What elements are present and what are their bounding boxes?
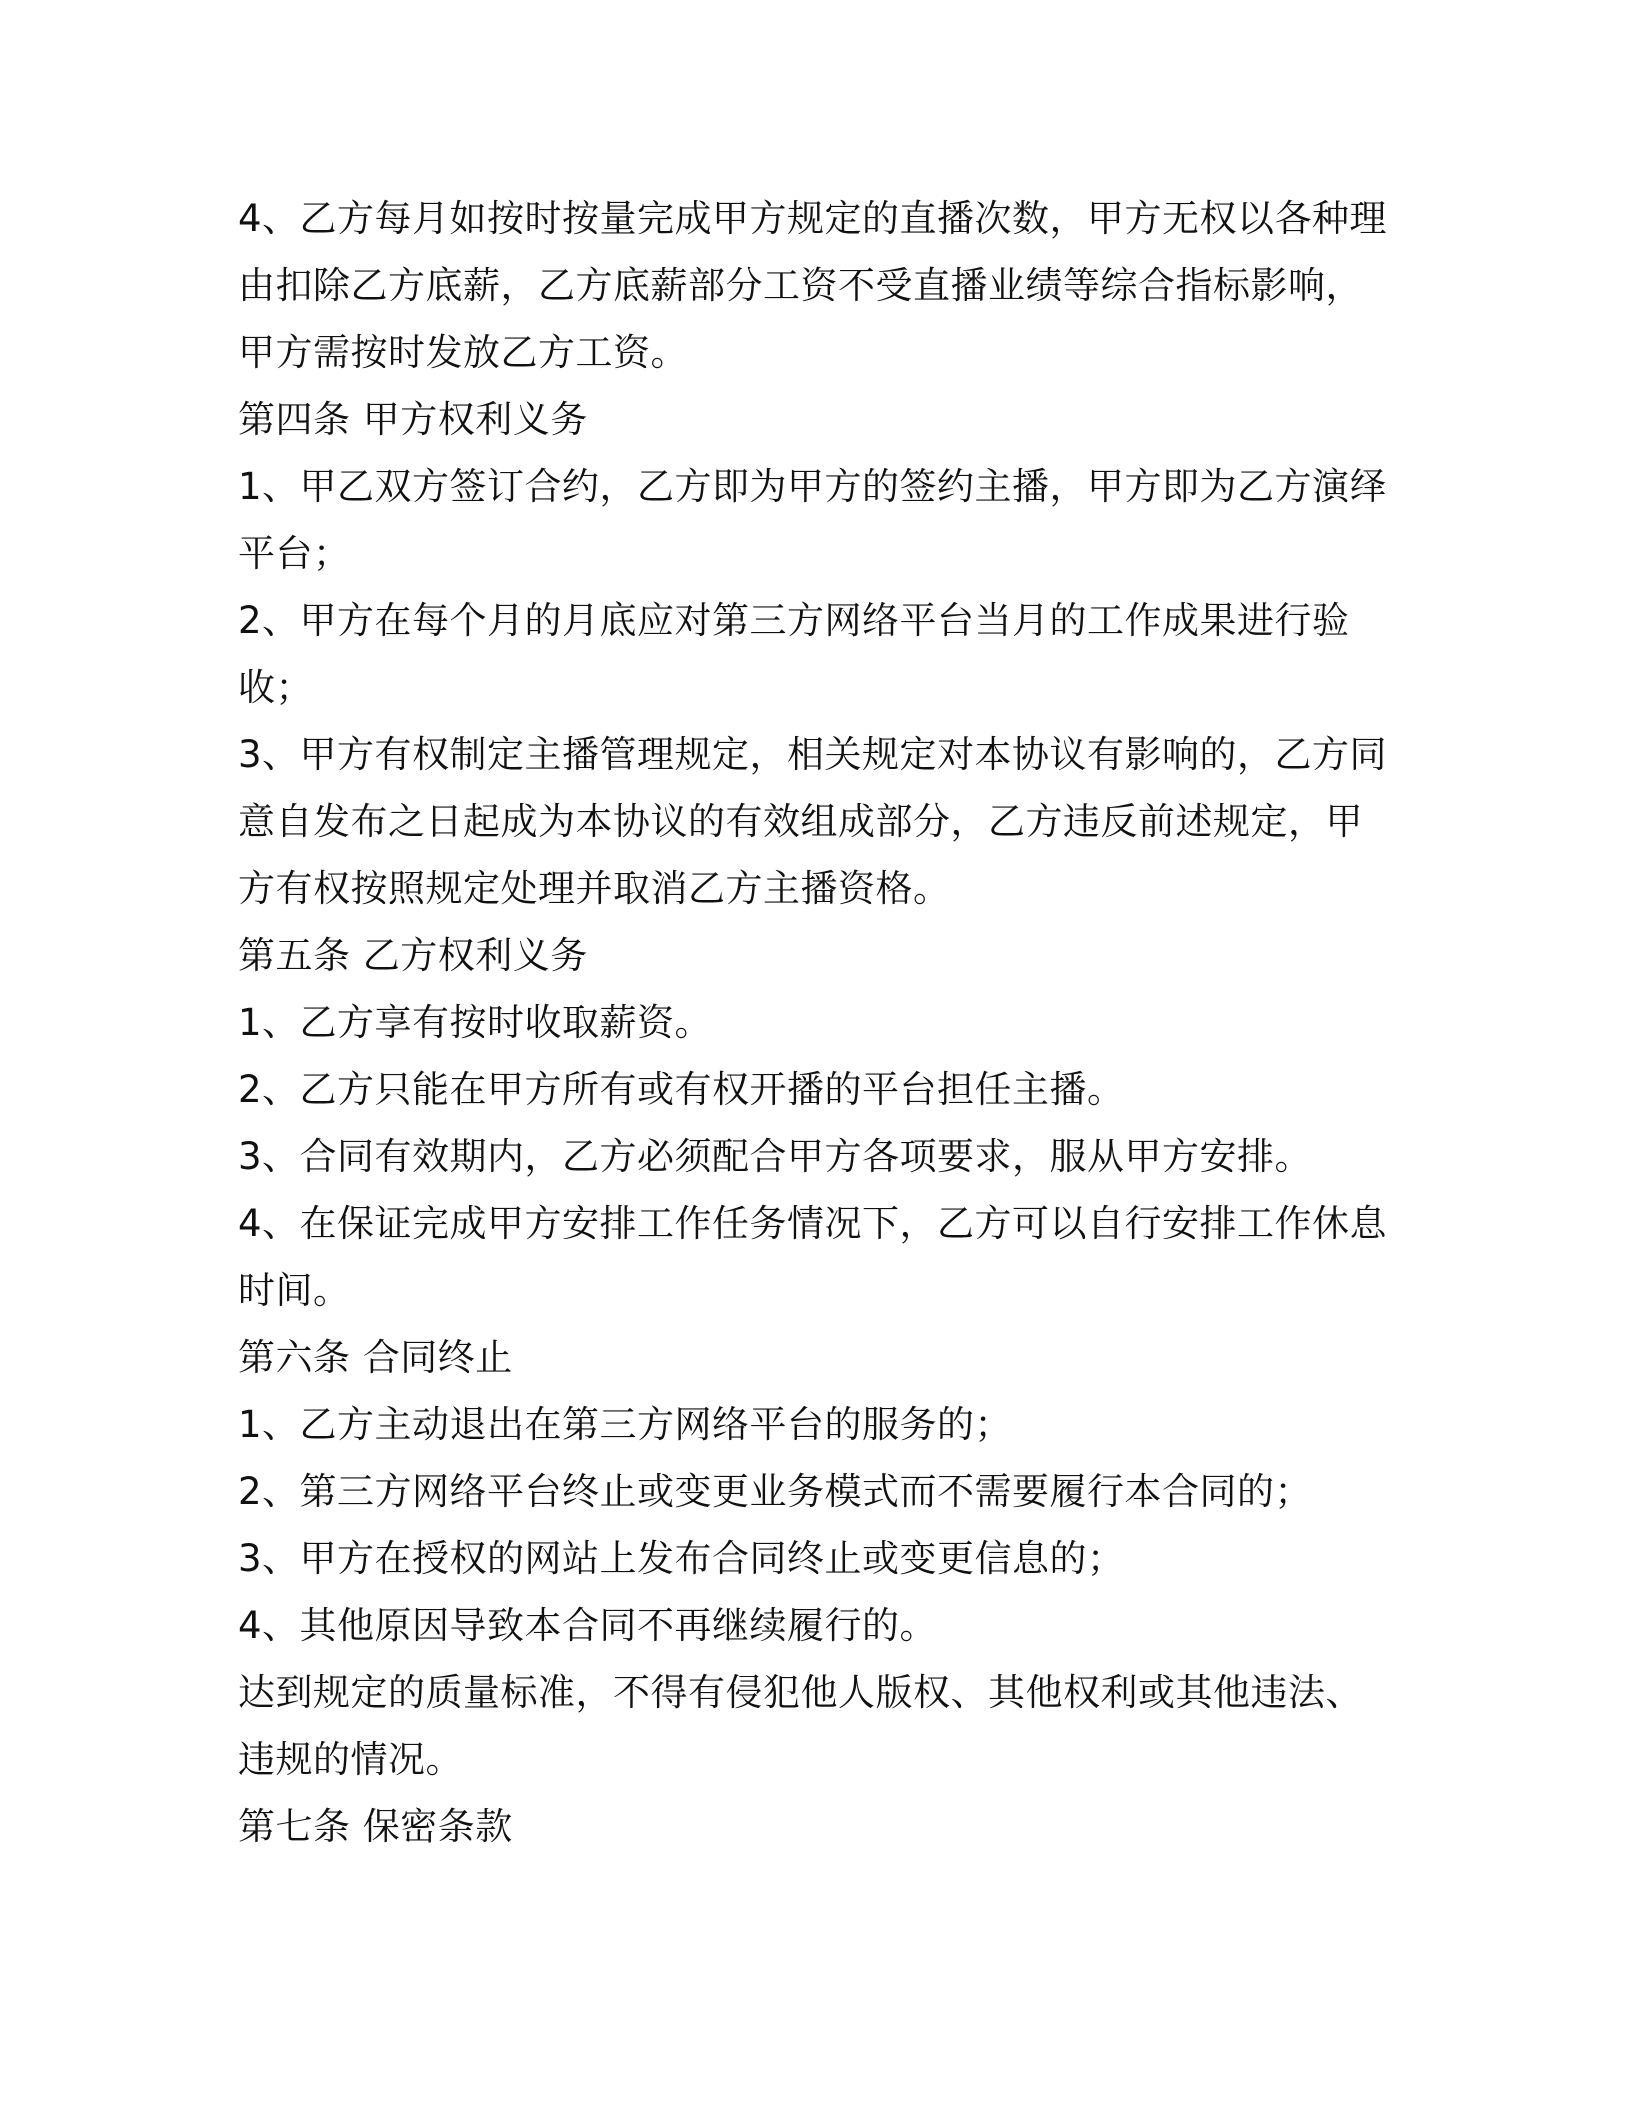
section-heading: 第六条 合同终止 bbox=[238, 1336, 513, 1379]
paragraph-line: 收； bbox=[238, 666, 313, 709]
paragraph-line: 甲方需按时发放乙方工资。 bbox=[238, 331, 688, 374]
paragraph-line: 由扣除乙方底薪，乙方底薪部分工资不受直播业绩等综合指标影响， bbox=[238, 264, 1363, 307]
paragraph-line: 达到规定的质量标准，不得有侵犯他人版权、其他权利或其他违法、 bbox=[238, 1671, 1363, 1714]
paragraph-line: 4、在保证完成甲方安排工作任务情况下，乙方可以自行安排工作休息 bbox=[238, 1202, 1388, 1245]
section-heading: 第七条 保密条款 bbox=[238, 1805, 513, 1848]
paragraph-line: 3、合同有效期内，乙方必须配合甲方各项要求，服从甲方安排。 bbox=[238, 1135, 1313, 1178]
paragraph-line: 2、第三方网络平台终止或变更业务模式而不需要履行本合同的； bbox=[238, 1470, 1313, 1513]
paragraph-line: 1、乙方主动退出在第三方网络平台的服务的； bbox=[238, 1403, 1013, 1446]
paragraph-line: 2、乙方只能在甲方所有或有权开播的平台担任主播。 bbox=[238, 1068, 1125, 1111]
document-body bbox=[238, 185, 1398, 1860]
paragraph-line: 时间。 bbox=[238, 1269, 351, 1312]
section-heading: 第五条 乙方权利义务 bbox=[238, 934, 588, 977]
paragraph-line: 4、乙方每月如按时按量完成甲方规定的直播次数，甲方无权以各种理 bbox=[238, 197, 1388, 240]
paragraph-line: 2、甲方在每个月的月底应对第三方网络平台当月的工作成果进行验 bbox=[238, 599, 1350, 642]
paragraph-line: 3、甲方在授权的网站上发布合同终止或变更信息的； bbox=[238, 1537, 1125, 1580]
paragraph-line: 平台； bbox=[238, 532, 351, 575]
paragraph-line: 1、甲乙双方签订合约，乙方即为甲方的签约主播，甲方即为乙方演绎 bbox=[238, 465, 1388, 508]
paragraph-line: 1、乙方享有按时收取薪资。 bbox=[238, 1001, 713, 1044]
paragraph-line: 违规的情况。 bbox=[238, 1738, 463, 1781]
paragraph-line: 3、甲方有权制定主播管理规定，相关规定对本协议有影响的，乙方同 bbox=[238, 733, 1388, 776]
paragraph-line: 4、其他原因导致本合同不再继续履行的。 bbox=[238, 1604, 938, 1647]
paragraph-line: 意自发布之日起成为本协议的有效组成部分，乙方违反前述规定，甲 bbox=[238, 800, 1363, 843]
section-heading: 第四条 甲方权利义务 bbox=[238, 398, 588, 441]
paragraph-line: 方有权按照规定处理并取消乙方主播资格。 bbox=[238, 867, 951, 910]
